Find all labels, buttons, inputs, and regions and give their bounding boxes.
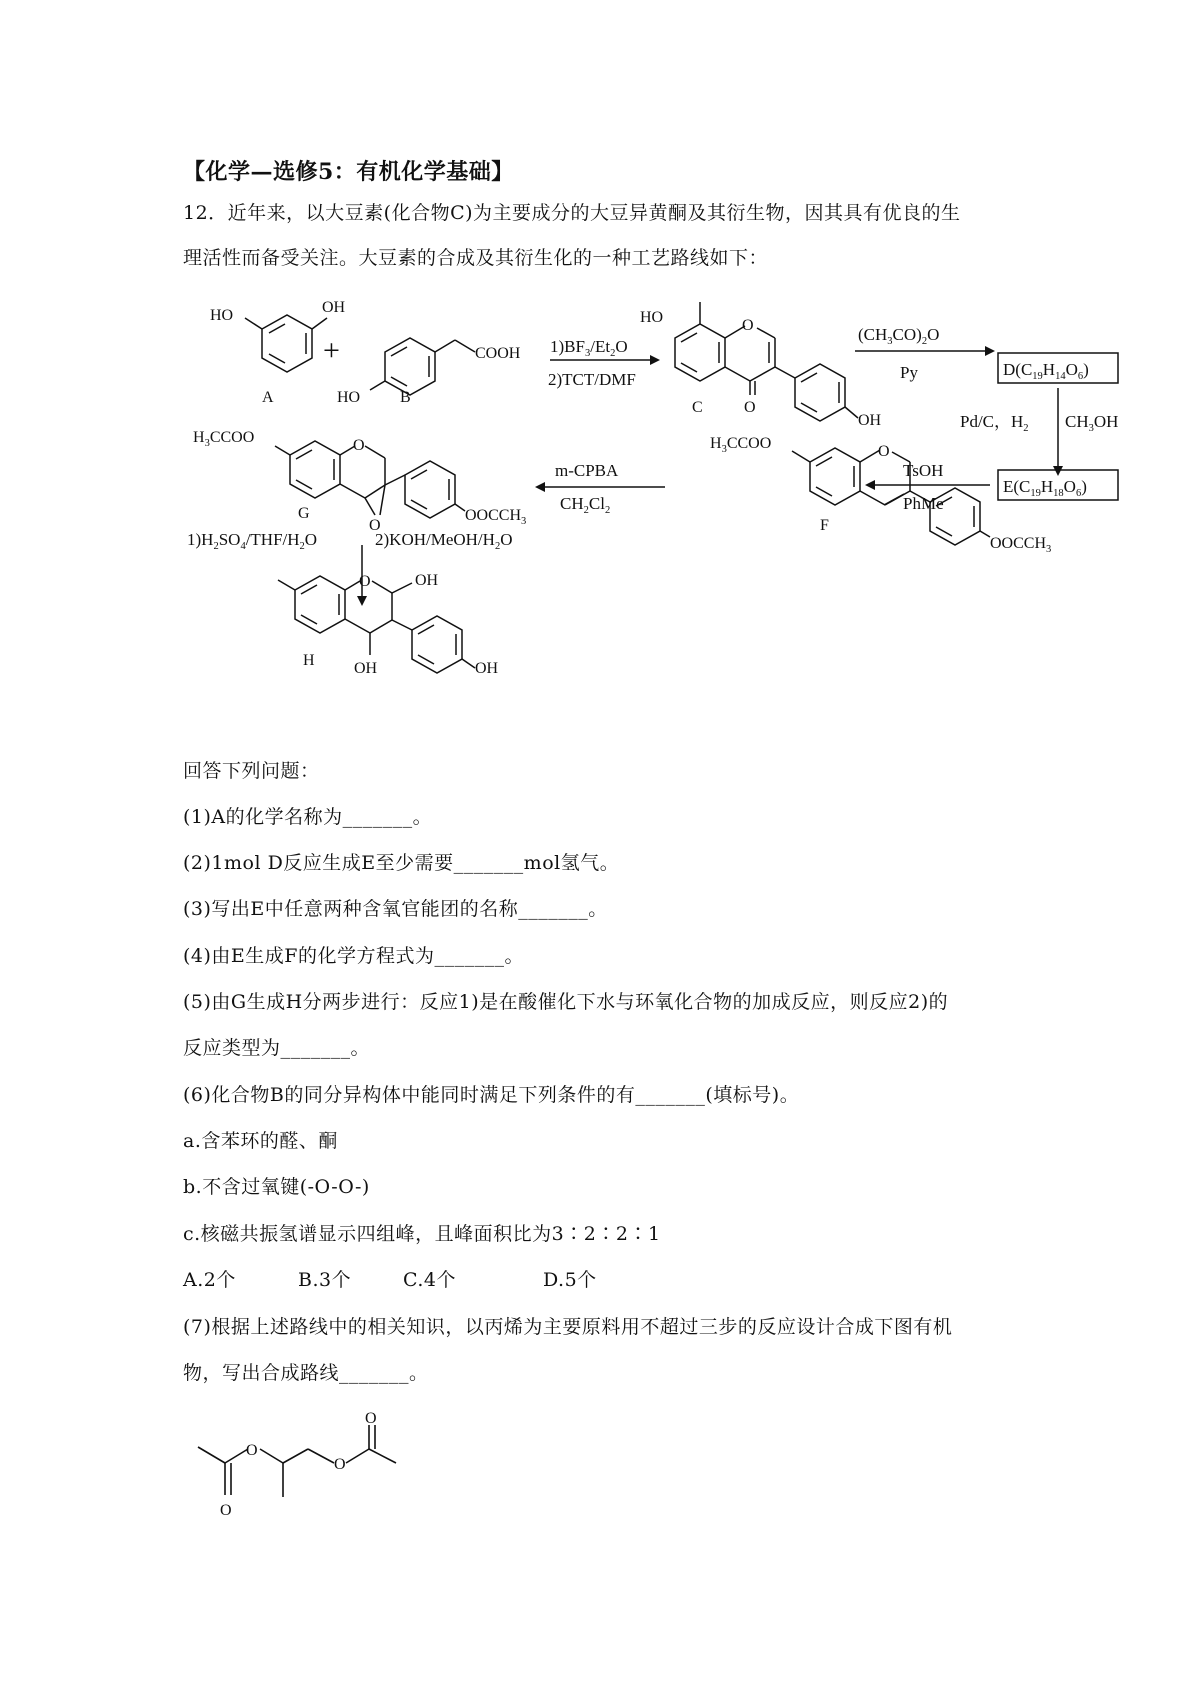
step3-catalyst: Pd/C，$H_2$	[960, 412, 1029, 434]
target-o-2: O	[220, 1502, 232, 1519]
question-intro-line1: 12．近年来，以大豆素(化合物C)为主要成分的大豆异黄酮及其衍生物，因其具有优良的生	[183, 202, 961, 224]
compound-b-label: B	[400, 389, 411, 406]
step5-oxidant: m-CPBA	[555, 461, 619, 480]
target-molecule	[180, 1405, 420, 1525]
target-o-4: O	[365, 1410, 377, 1427]
step4-solvent: PhMe	[903, 494, 944, 513]
question-3: (3)写出E中任意两种含氧官能团的名称_______。	[183, 898, 608, 920]
section-title: 【化学—选修5：有机化学基础】	[183, 159, 514, 185]
compound-c-label: C	[692, 399, 703, 416]
condition-b: b.不含过氧键(-O-O-)	[183, 1176, 370, 1198]
question-4: (4)由E生成F的化学方程式为_______。	[183, 945, 524, 967]
question-1: (1)A的化学名称为_______。	[183, 806, 433, 828]
step1-condition-1: $1)BF_3/Et_2O$	[550, 337, 628, 359]
compound-c-ho: HO	[640, 309, 664, 326]
compound-f-ring-o: O	[878, 443, 890, 460]
compound-h-label: H	[303, 652, 315, 669]
reaction-scheme	[0, 280, 1200, 700]
compound-h-oh-1: OH	[415, 572, 439, 589]
compound-f-label: F	[820, 517, 829, 534]
step5-solvent: $CH_2Cl_2$	[560, 494, 611, 516]
option-c: C.4个	[403, 1269, 456, 1291]
option-d: D.5个	[543, 1269, 597, 1291]
compound-h-oh-3: OH	[354, 660, 378, 677]
step4-acid: TsOH	[903, 461, 944, 480]
compound-h-oh-2: OH	[475, 660, 499, 677]
option-a: A.2个	[183, 1269, 236, 1291]
step6-condition-1: $1)H_2SO_4/THF/H_2O$	[187, 530, 318, 552]
compound-h-ring-o: O	[359, 573, 371, 590]
answer-prompt: 回答下列问题：	[183, 760, 320, 782]
condition-c: c.核磁共振氢谱显示四组峰，且峰面积比为3∶2∶2∶1	[183, 1223, 661, 1245]
question-6: (6)化合物B的同分异构体中能同时满足下列条件的有_______(填标号)。	[183, 1084, 800, 1106]
compound-c-carbonyl-o: O	[744, 399, 756, 416]
options-row	[183, 1265, 597, 1295]
plus-sign: +	[323, 334, 340, 367]
step1-condition-2: 2)TCT/DMF	[548, 370, 636, 389]
compound-g-epoxide-o: O	[369, 517, 381, 534]
compound-g-right-group: $OOCCH_3$	[465, 507, 527, 527]
question-5-line1: (5)由G生成H分两步进行：反应1)是在酸催化下水与环氧化合物的加成反应，则反应2)的	[183, 991, 949, 1013]
question-2: (2)1mol D反应生成E至少需要_______mol氢气。	[183, 852, 620, 874]
condition-a: a.含苯环的醛、酮	[183, 1130, 338, 1152]
question-7-line2: 物，写出合成路线_______。	[183, 1362, 429, 1384]
target-o-3: O	[334, 1456, 346, 1473]
compound-c-ring-o: O	[742, 317, 754, 334]
question-5-line2: 反应类型为_______。	[183, 1037, 371, 1059]
compound-f-left-group: $H_3CCOO$	[710, 435, 772, 455]
compound-f-right-group: $OOCCH_3$	[990, 535, 1052, 555]
compound-c-oh: OH	[858, 412, 882, 429]
compound-a-label: A	[262, 389, 274, 406]
question-intro-line2: 理活性而备受关注。大豆素的合成及其衍生化的一种工艺路线如下：	[183, 247, 769, 269]
compound-b-cooh: COOH	[475, 345, 521, 362]
step2-reagent: $(CH_3CO)_2O$	[858, 325, 940, 347]
compound-g-left-group: $H_3CCOO$	[193, 429, 255, 449]
compound-g-label: G	[298, 505, 310, 522]
compound-d-formula: $D(C_{19}H_{14}O_6)$	[1003, 360, 1089, 382]
compound-b-ho: HO	[337, 389, 361, 406]
compound-g-ring-o: O	[353, 437, 365, 454]
step6-condition-2: $2)KOH/MeOH/H_2O$	[375, 530, 513, 552]
step3-solvent: $CH_3OH$	[1065, 412, 1119, 434]
step2-base: Py	[900, 363, 918, 382]
question-7-line1: (7)根据上述路线中的相关知识，以丙烯为主要原料用不超过三步的反应设计合成下图有机	[183, 1316, 953, 1338]
compound-a-oh: OH	[322, 299, 346, 316]
compound-a-ho: HO	[210, 307, 234, 324]
compound-e-formula: $E(C_{19}H_{18}O_6)$	[1003, 477, 1087, 499]
option-b: B.3个	[298, 1269, 352, 1291]
target-o-1: O	[246, 1442, 258, 1459]
